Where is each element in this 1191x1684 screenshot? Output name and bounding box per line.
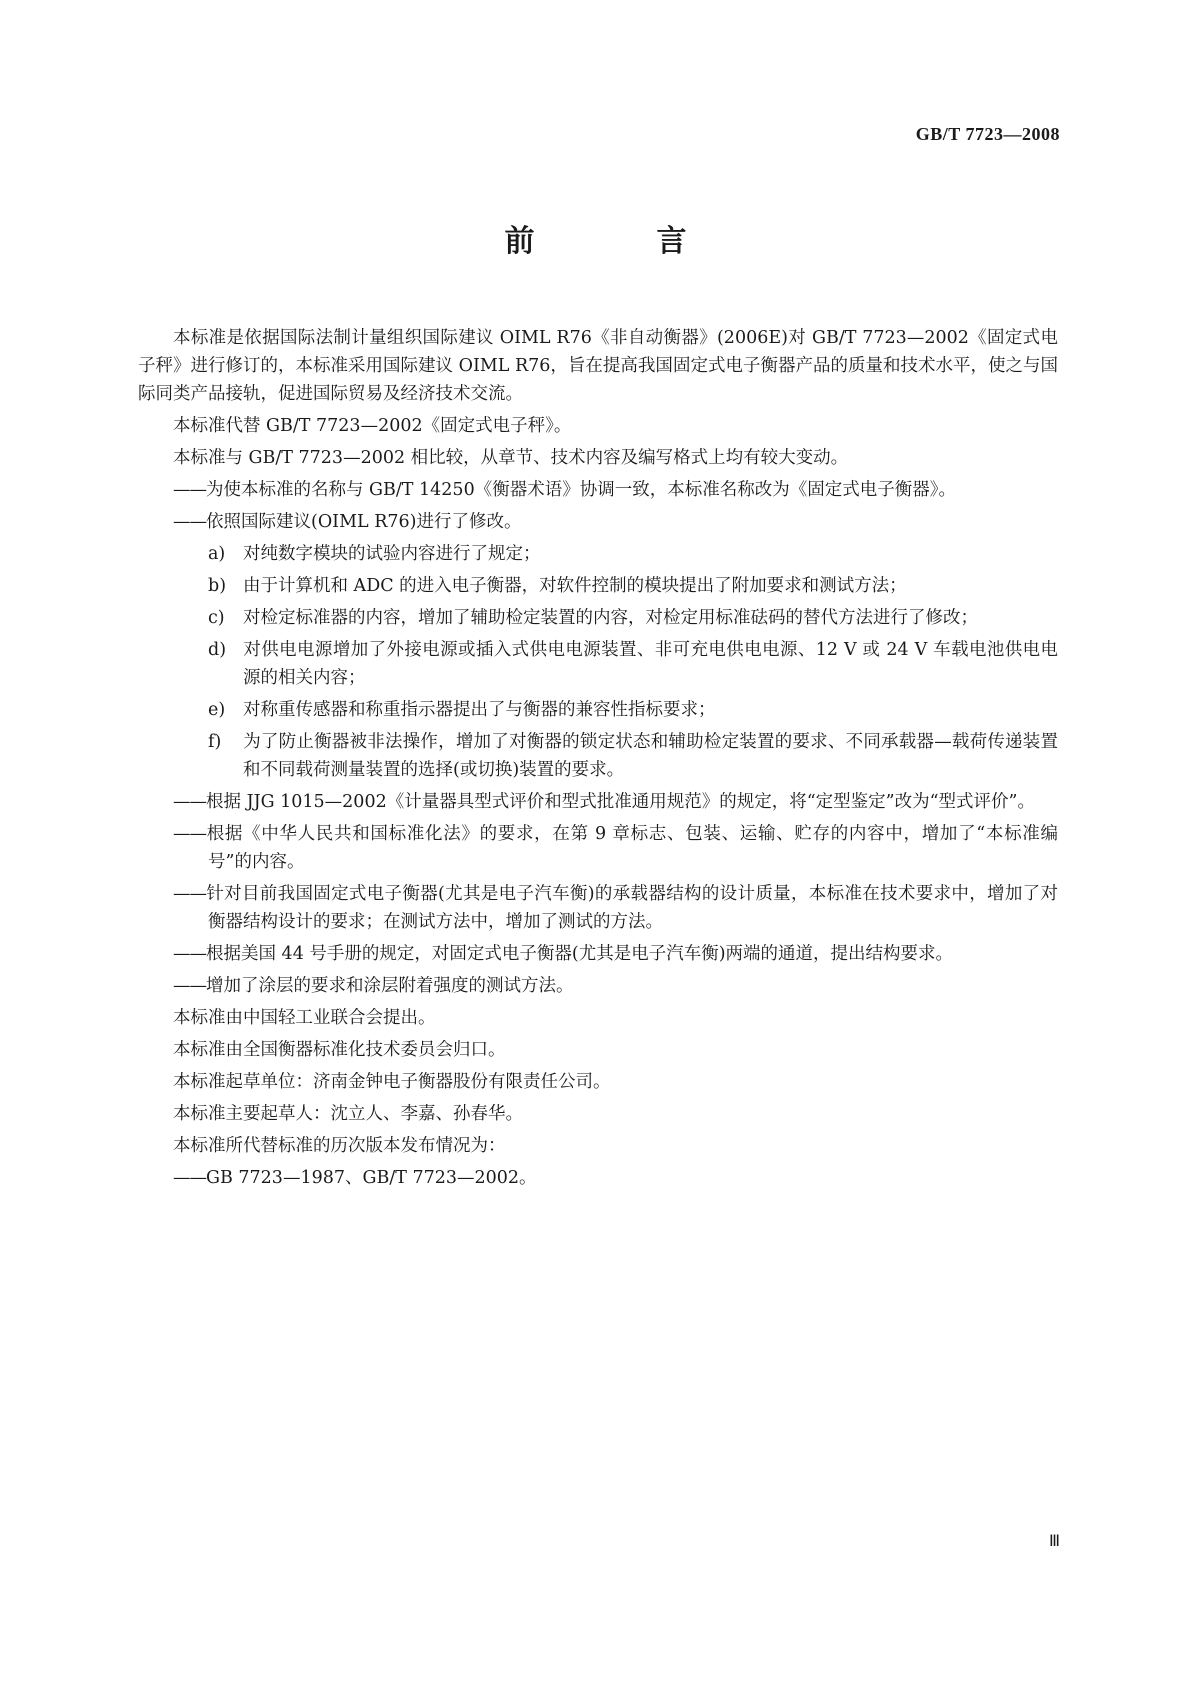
- dash-mark: ——: [173, 976, 206, 996]
- change-item: [138, 788, 1058, 816]
- change-text: 增加了涂层的要求和涂层附着强度的测试方法。: [206, 976, 574, 996]
- sub-item-text: 对供电电源增加了外接电源或插入式供电电源装置、非可充电供电电源、12 V 或 24 V 车载电池供电电源的相关内容；: [243, 640, 1058, 688]
- sub-item-label: f): [208, 732, 222, 752]
- history-text: GB 7723—1987、GB/T 7723—2002。: [206, 1168, 537, 1188]
- standard-code: GB/T 7723—2008: [915, 124, 1060, 144]
- sub-item-label: d): [208, 640, 227, 660]
- sub-item-label: a): [208, 544, 226, 564]
- change-text: 根据 JJG 1015—2002《计量器具型式评价和型式批准通用规范》的规定，将“定型鉴定”改为“型式评价”。: [206, 792, 1035, 812]
- dash-mark: ——: [173, 1168, 206, 1188]
- sub-item-text: 对称重传感器和称重指示器提出了与衡器的兼容性指标要求；: [243, 700, 716, 720]
- drafting-unit-line: 本标准起草单位：济南金钟电子衡器股份有限责任公司。: [173, 1072, 611, 1092]
- sub-item: [138, 572, 1058, 600]
- sub-item-text: 对检定标准器的内容，增加了辅助检定装置的内容，对检定用标准砝码的替代方法进行了修改；: [243, 608, 978, 628]
- sub-item-text: 为了防止衡器被非法操作，增加了对衡器的锁定状态和辅助检定装置的要求、不同承载器—载荷传递装置和不同载荷测量装置的选择(或切换)装置的要求。: [243, 732, 1058, 780]
- change-text: 针对目前我国固定式电子衡器(尤其是电子汽车衡)的承载器结构的设计质量，本标准在技术要求中，增加了对衡器结构设计的要求；在测试方法中，增加了测试的方法。: [206, 884, 1058, 932]
- change-text: 依照国际建议(OIML R76)进行了修改。: [206, 512, 522, 532]
- proposer-line: 本标准由中国轻工业联合会提出。: [173, 1008, 436, 1028]
- sub-item-label: c): [208, 608, 225, 628]
- replaces-paragraph: 本标准代替 GB/T 7723—2002《固定式电子秤》。: [173, 416, 572, 436]
- change-item: [138, 880, 1058, 936]
- change-item: [138, 508, 1058, 536]
- sub-item: [138, 604, 1058, 632]
- change-text: 根据美国 44 号手册的规定，对固定式电子衡器(尤其是电子汽车衡)两端的通道，提出结构要求。: [206, 944, 954, 964]
- sub-item-text: 对纯数字模块的试验内容进行了规定；: [243, 544, 541, 564]
- dash-mark: ——: [173, 512, 206, 532]
- committee-line: 本标准由全国衡器标准化技术委员会归口。: [173, 1040, 506, 1060]
- change-item: [138, 972, 1058, 1000]
- history-item: [138, 1164, 1058, 1192]
- dash-mark: ——: [173, 884, 206, 904]
- intro-paragraph: 本标准是依据国际法制计量组织国际建议 OIML R76《非自动衡器》(2006E)对 GB/T 7723—2002《固定式电子秤》进行修订的，本标准采用国际建议 OIML R76，旨在提高我国固定式电子衡器产品的质量和技术水平，使之与国际同类产品接轨，促进国际贸易及经济技术交流。: [138, 328, 1058, 404]
- sub-item-text: 由于计算机和 ADC 的进入电子衡器，对软件控制的模块提出了附加要求和测试方法；: [243, 576, 907, 596]
- change-item: [138, 476, 1058, 504]
- sub-item-label: b): [208, 576, 227, 596]
- comparison-paragraph: 本标准与 GB/T 7723—2002 相比较，从章节、技术内容及编写格式上均有较大变动。: [173, 448, 849, 468]
- sub-item-label: e): [208, 700, 226, 720]
- sub-item: [138, 540, 1058, 568]
- page-number: Ⅲ: [1048, 1533, 1060, 1550]
- change-text: 根据《中华人民共和国标准化法》的要求，在第 9 章标志、包装、运输、贮存的内容中，增加了“本标准编号”的内容。: [206, 824, 1058, 872]
- history-intro-line: 本标准所代替标准的历次版本发布情况为：: [173, 1136, 506, 1156]
- change-text: 为使本标准的名称与 GB/T 14250《衡器术语》协调一致，本标准名称改为《固定式电子衡器》。: [206, 480, 956, 500]
- sub-item: [138, 696, 1058, 724]
- dash-mark: ——: [173, 480, 206, 500]
- dash-mark: ——: [173, 792, 206, 812]
- sub-item: [138, 728, 1058, 784]
- document-body: [138, 324, 1058, 1196]
- change-item: [138, 820, 1058, 876]
- dash-mark: ——: [173, 824, 206, 844]
- drafters-line: 本标准主要起草人：沈立人、李嘉、孙春华。: [173, 1104, 523, 1124]
- change-item: [138, 940, 1058, 968]
- page-title: 前 言: [504, 224, 733, 259]
- sub-item: [138, 636, 1058, 692]
- dash-mark: ——: [173, 944, 206, 964]
